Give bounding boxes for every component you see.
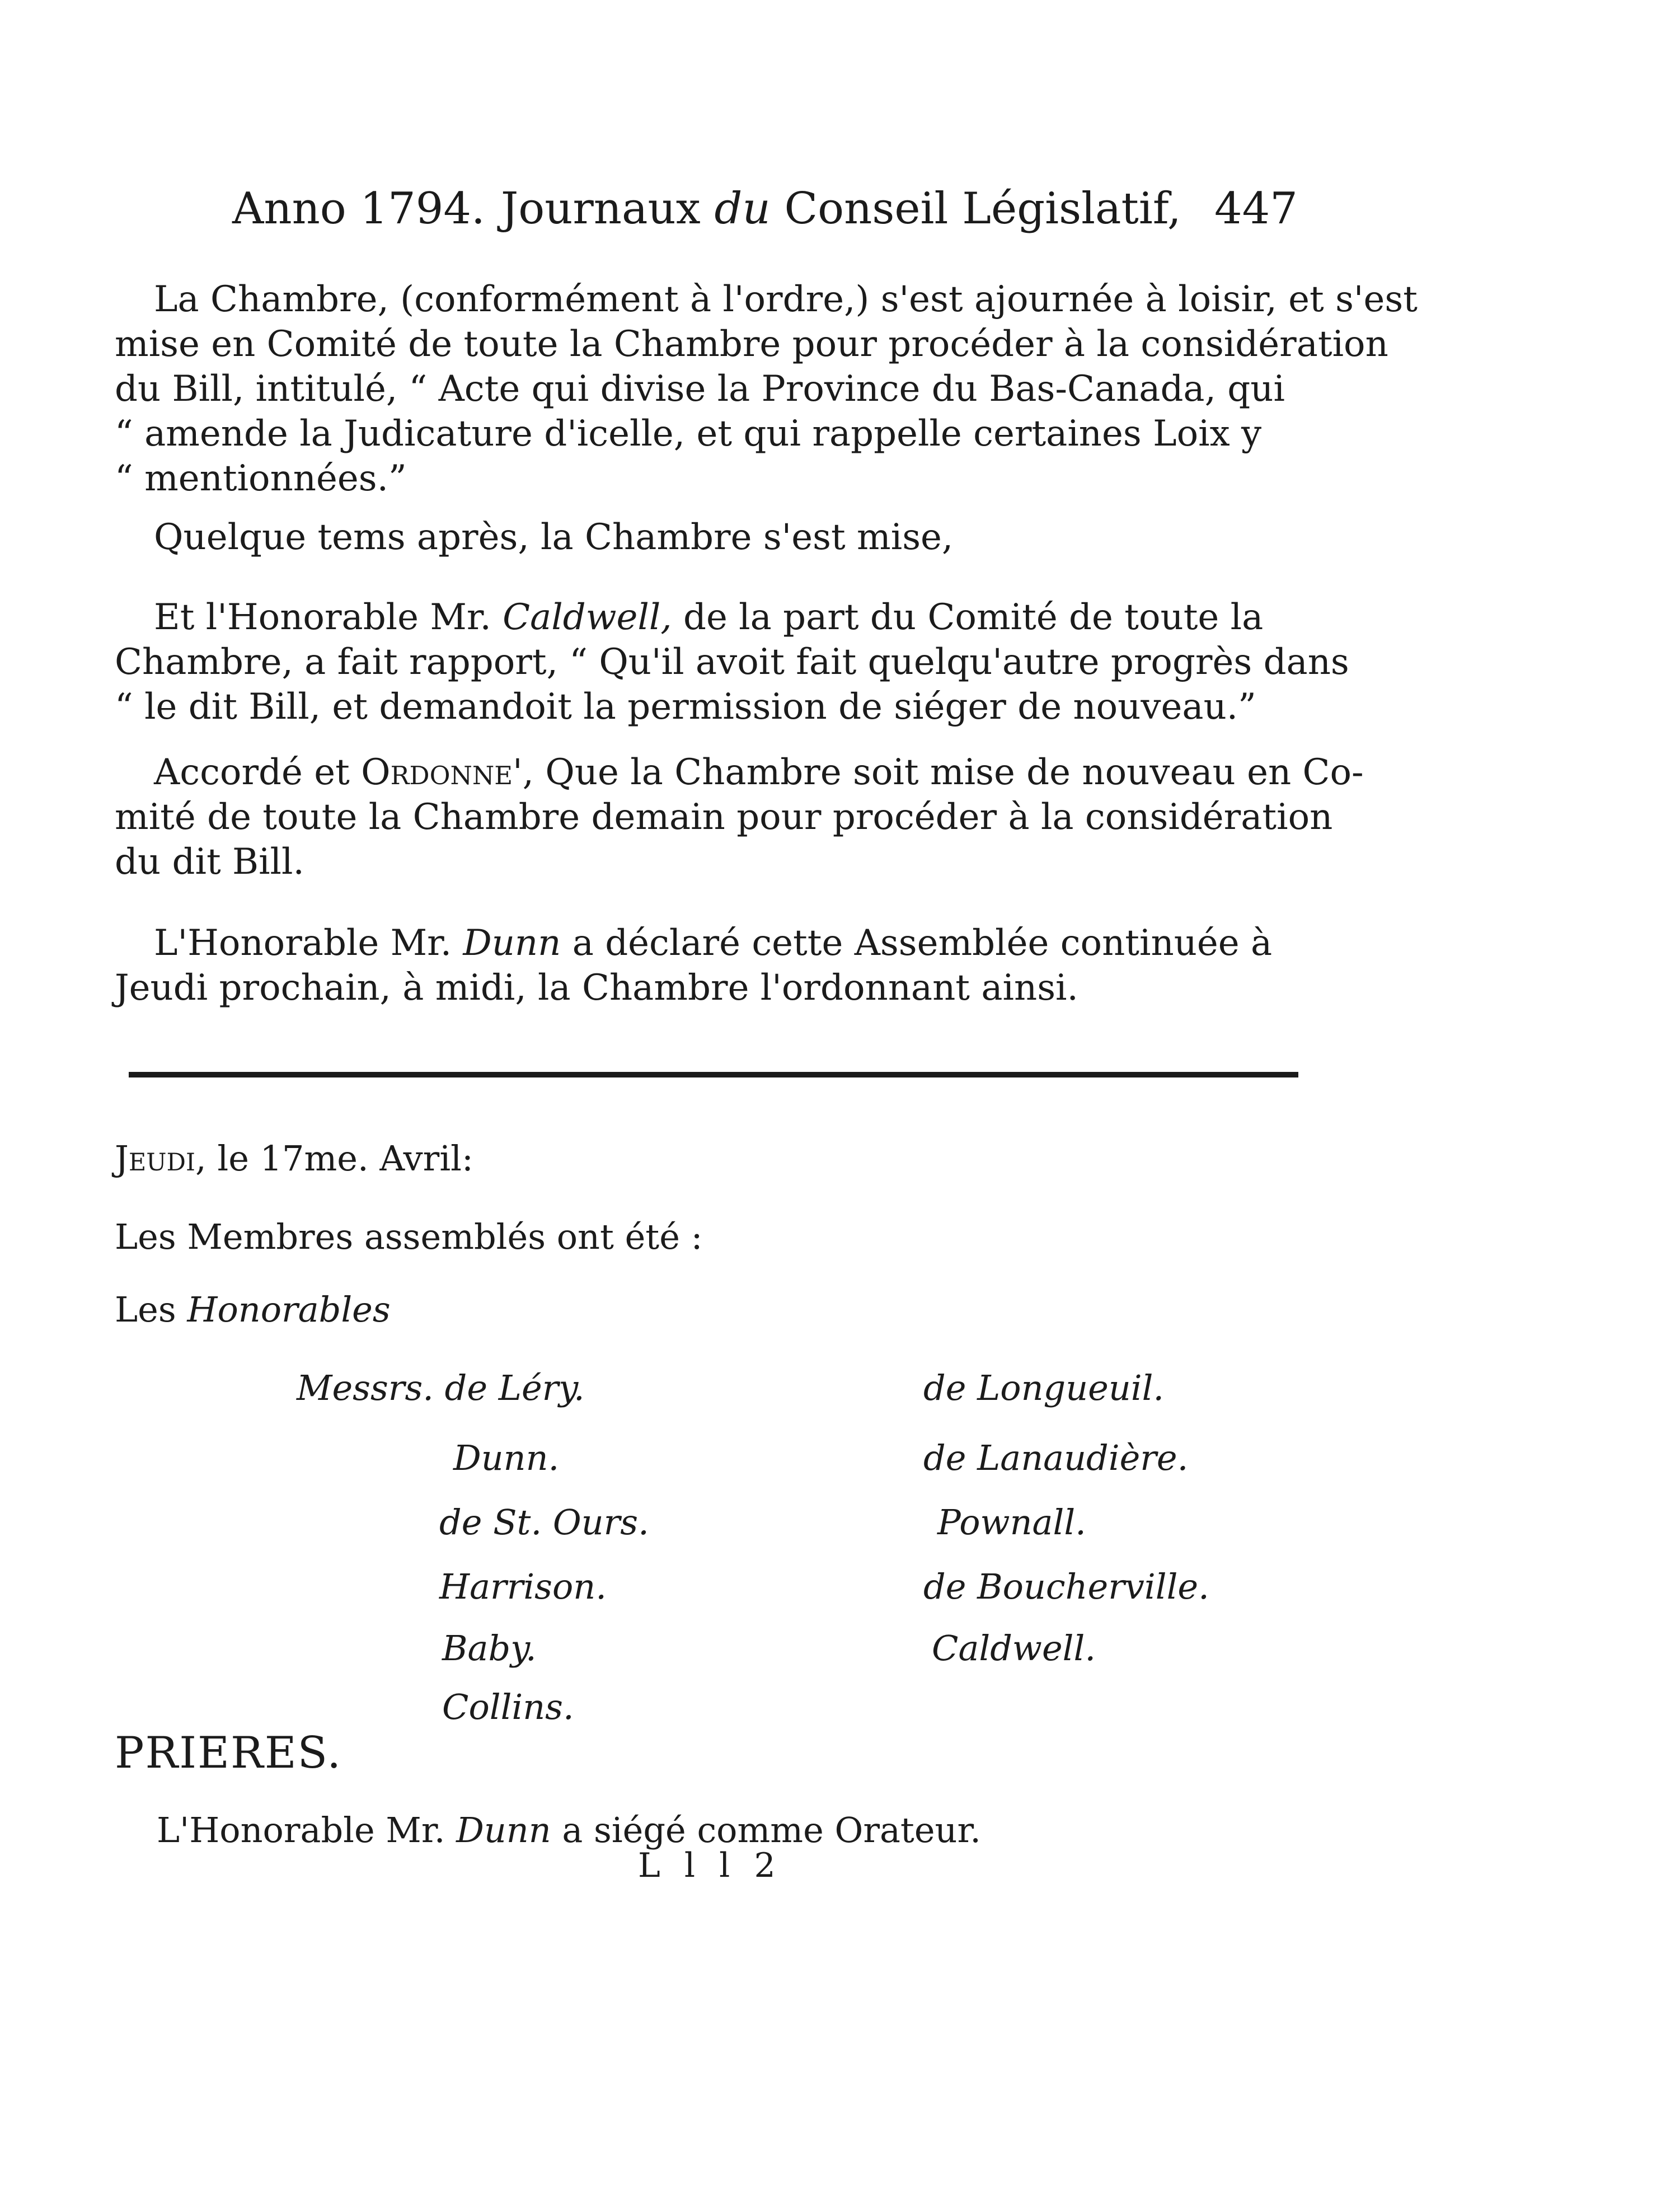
text-line (115, 750, 1364, 795)
header-title-italic: du (714, 184, 771, 234)
member-right: de Longueuil. (923, 1367, 1165, 1408)
member-left: Baby. (442, 1628, 537, 1669)
text-line: “ mentionnées.” (115, 458, 407, 499)
paragraph-chamber-resumed (115, 515, 1310, 560)
member-right: de Boucherville. (923, 1566, 1209, 1607)
text-line: “ le dit Bill, et demandoit la permission de siéger de nouveau.” (115, 686, 1256, 728)
text-line: La Chambre, (conformément à l'ordre,) s'est ajournée à loisir, et s'est (154, 279, 1418, 320)
text-run: Et l'Honorable Mr. (154, 597, 491, 638)
text-run: de la part du Comité de toute la (683, 597, 1264, 638)
member-right: de Lanaudière. (923, 1437, 1189, 1478)
member-left: Harrison. (439, 1566, 607, 1607)
header-title (501, 178, 1181, 240)
paragraph-ordered (115, 750, 1364, 884)
text-run: Accordé et (154, 752, 350, 793)
honorables-italic: Honorables (187, 1289, 391, 1330)
final-line (157, 1808, 981, 1853)
text-run: a déclaré cette Assemblée continuée à (572, 922, 1273, 964)
member-left: Messrs. de Léry. (297, 1367, 585, 1408)
signature-mark: L l l 2 (638, 1846, 782, 1885)
member-left: Dunn. (453, 1437, 560, 1478)
session-date-rest: le 17me. Avril: (217, 1138, 473, 1179)
honorables-pre: Les (115, 1289, 176, 1330)
honorables-heading (115, 1287, 391, 1332)
text-line (115, 595, 1310, 640)
text-line: mité de toute la Chambre demain pour procéder à la considération (115, 797, 1333, 838)
text-line: du dit Bill. (115, 841, 304, 883)
header-year: Anno 1794. (232, 184, 485, 234)
prieres-heading: PRIERES. (115, 1728, 342, 1778)
page-number: 447 (1214, 184, 1298, 234)
text-line: Quelque tems après, la Chambre s'est mise, (154, 517, 954, 558)
member-name-dunn: Dunn (456, 1810, 551, 1850)
paragraph-dunn-adjourn (115, 921, 1310, 1010)
running-header (232, 178, 1296, 240)
text-line: du Bill, intitulé, “ Acte qui divise la Province du Bas-Canada, qui (115, 368, 1285, 410)
member-right: Caldwell. (932, 1628, 1096, 1669)
text-run: L'Honorable Mr. (157, 1810, 445, 1850)
text-run: L'Honorable Mr. (154, 922, 452, 964)
text-line (115, 921, 1310, 966)
session-day: Jeudi, (115, 1138, 207, 1179)
session-date (115, 1136, 473, 1181)
member-right: Pownall. (937, 1502, 1086, 1543)
text-line: Jeudi prochain, à midi, la Chambre l'ordonnant ainsi. (115, 967, 1078, 1009)
members-intro: Les Membres assemblés ont été : (115, 1216, 703, 1257)
header-title-pre: Journaux (501, 184, 701, 234)
text-line: Chambre, a fait rapport, “ Qu'il avoit fait quelqu'autre progrès dans (115, 641, 1349, 683)
text-line: “ amende la Judicature d'icelle, et qui rappelle certaines Loix y (115, 413, 1262, 455)
paragraph-caldwell-report (115, 595, 1349, 729)
member-left: Collins. (442, 1686, 574, 1727)
header-title-post: Conseil Législatif, (784, 184, 1181, 234)
section-divider (129, 1072, 1298, 1077)
ordonne-smallcaps: Ordonne', (361, 752, 534, 793)
member-name-caldwell: Caldwell, (503, 597, 672, 638)
member-left: de St. Ours. (439, 1502, 649, 1543)
text-line: mise en Comité de toute la Chambre pour procéder à la considération (115, 324, 1388, 365)
text-run: a siégé comme Orateur. (562, 1810, 981, 1850)
member-name-dunn: Dunn (463, 922, 561, 964)
paragraph-adjournment (115, 277, 1418, 501)
text-run: Que la Chambre soit mise de nouveau en Co- (545, 752, 1364, 793)
